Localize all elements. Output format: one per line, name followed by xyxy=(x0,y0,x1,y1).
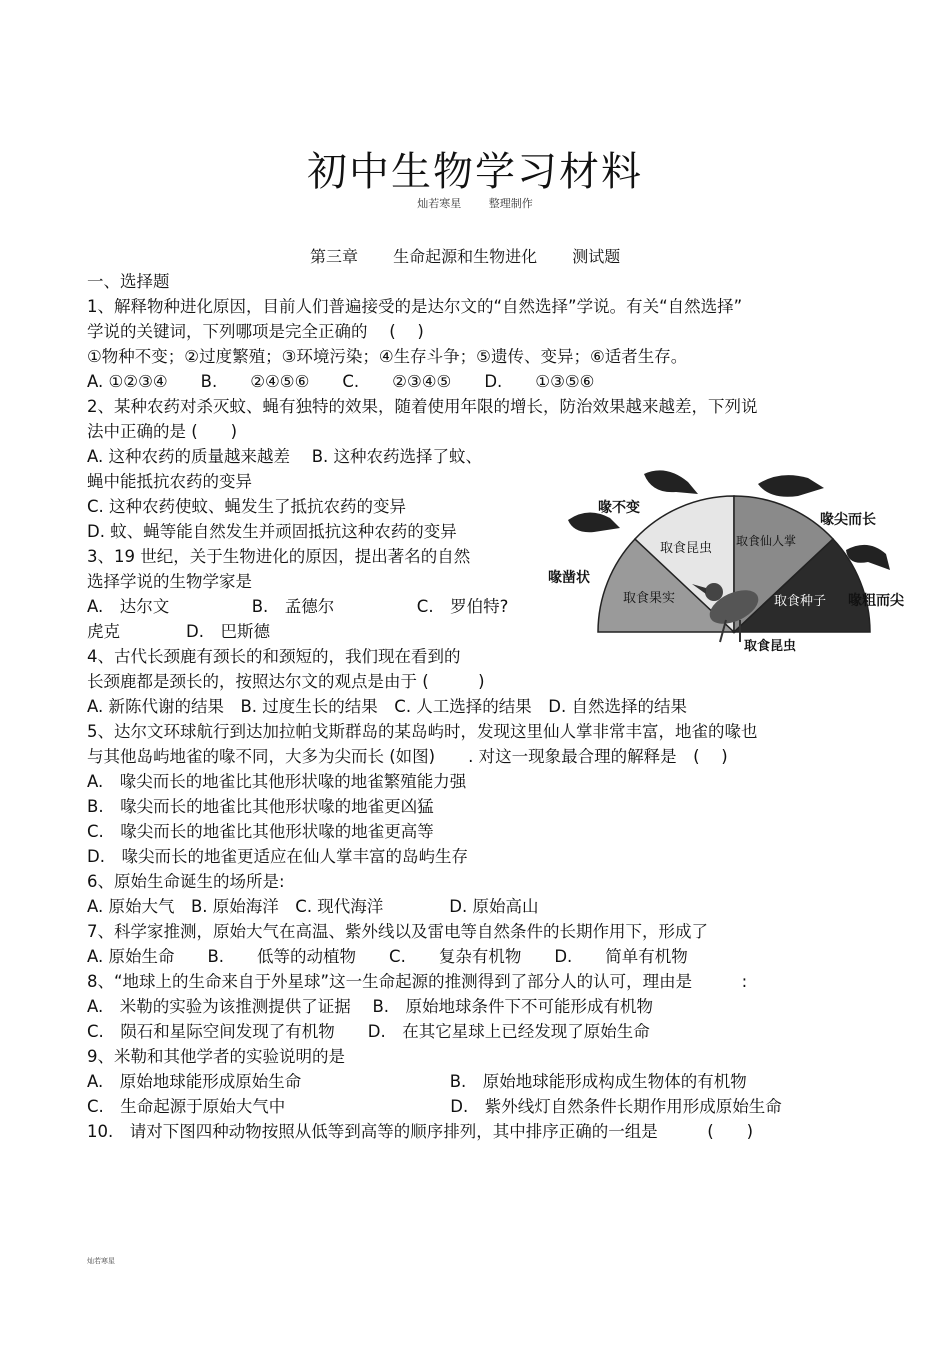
author-line xyxy=(0,195,950,211)
question-5-option-c: C. 喙尖而长的地雀比其他形状喙的地雀更高等 xyxy=(87,822,434,841)
question-1-items: ①物种不变；②过度繁殖；③环境污染；④生存斗争；⑤遗传、变异；⑥适者生存。 xyxy=(87,347,688,366)
question-8: 8、“地球上的生命来自于外星球”这一生命起源的推测得到了部分人的认可，理由是 : xyxy=(87,972,748,991)
question-5-option-b: B. 喙尖而长的地雀比其他形状喙的地雀更凶猛 xyxy=(87,797,434,816)
question-4: 4、古代长颈鹿有颈长的和颈短的，我们现在看到的 xyxy=(87,647,461,666)
author-name: 灿若寒星 xyxy=(417,197,462,210)
section-heading: 一、选择题 xyxy=(87,272,170,291)
document-title: 初中生物学习材料 xyxy=(307,149,643,195)
question-6: 6、原始生命诞生的场所是: xyxy=(87,872,285,891)
beak-label-insects: 取食昆虫 xyxy=(744,639,797,654)
question-3-cont: 选择学说的生物学家是 xyxy=(87,572,252,591)
question-8-options-cd: C. 陨石和星际空间发现了有机物 D. 在其它星球上已经发现了原始生命 xyxy=(87,1022,650,1041)
question-9-options-cd: C. 生命起源于原始大气中 D. 紫外线灯自然条件长期作用形成原始生命 xyxy=(87,1097,782,1116)
question-1-options: A. ①②③④ B. ②④⑤⑥ C. ②③④⑤ D. ①③⑤⑥ xyxy=(87,372,595,391)
question-2-option-c: C. 这种农药使蚊、蝇发生了抵抗农药的变异 xyxy=(87,497,407,516)
chapter-number: 第三章 xyxy=(310,247,359,266)
question-7: 7、科学家推测，原始大气在高温、紫外线以及雷电等自然条件的长期作用下，形成了 xyxy=(87,922,708,941)
beak-label-thick-pointed: 喙粗而尖 xyxy=(848,593,904,609)
question-5: 5、达尔文环球航行到达加拉帕戈斯群岛的某岛屿时，发现这里仙人掌非常丰富，地雀的喙也 xyxy=(87,722,758,741)
beak-label-pointed-long: 喙尖而长 xyxy=(820,512,876,528)
chapter-title: 生命起源和生物进化 xyxy=(393,247,538,266)
author-note: 整理制作 xyxy=(488,197,533,210)
beak-label-chisel: 喙凿状 xyxy=(548,570,590,586)
question-10: 10. 请对下图四种动物按照从低等到高等的顺序排列，其中排序正确的一组是 ( ) xyxy=(87,1122,754,1141)
question-5-cont: 与其他岛屿地雀的喙不同，大多为尖而长 (如图) . 对这一现象最合理的解释是 ( ) xyxy=(87,747,728,766)
question-2-option-b-cont: 蝇中能抵抗农药的变异 xyxy=(87,472,252,491)
chapter-heading xyxy=(310,244,650,267)
question-3: 3、19 世纪，关于生物进化的原因，提出著名的自然 xyxy=(87,547,471,566)
question-9-options-ab: A. 原始地球能形成原始生命 B. 原始地球能形成构成生物体的有机物 xyxy=(87,1072,747,1091)
question-2-option-d: D. 蚊、蝇等能自然发生并顽固抵抗这种农药的变异 xyxy=(87,522,457,541)
question-5-option-a: A. 喙尖而长的地雀比其他形状喙的地雀繁殖能力强 xyxy=(87,772,467,791)
question-2-option-ab: A. 这种农药的质量越来越差 B. 这种农药选择了蚊、 xyxy=(87,447,483,466)
segment-label-fruit: 取食果实 xyxy=(623,591,676,606)
question-5-option-d: D. 喙尖而长的地雀更适应在仙人掌丰富的岛屿生存 xyxy=(87,847,468,866)
beak-label-unchanged: 喙不变 xyxy=(598,500,640,516)
finch-beak-figure xyxy=(548,462,940,667)
footer-author: 灿若寒星 xyxy=(87,1257,115,1265)
question-4-options: A. 新陈代谢的结果 B. 过度生长的结果 C. 人工选择的结果 D. 自然选择的结果 xyxy=(87,697,688,716)
question-1-cont: 学说的关键词，下列哪项是完全正确的 ( ) xyxy=(87,322,424,341)
question-4-cont: 长颈鹿都是颈长的，按照达尔文的观点是由于 ( ) xyxy=(87,672,485,691)
segment-label-seeds: 取食种子 xyxy=(774,594,827,609)
question-1: 1、解释物种进化原因，目前人们普遍接受的是达尔文的“自然选择”学说。有关“自然选择” xyxy=(87,297,743,316)
segment-label-cactus: 取食仙人掌 xyxy=(736,534,797,548)
question-2: 2、某种农药对杀灭蚊、蝇有独特的效果，随着使用年限的增长，防治效果越来越差，下列说 xyxy=(87,397,758,416)
chapter-test: 测试题 xyxy=(572,247,621,266)
question-8-options-ab: A. 米勒的实验为该推测提供了证据 B. 原始地球条件下不可能形成有机物 xyxy=(87,997,654,1016)
question-2-cont: 法中正确的是 ( ) xyxy=(87,422,238,441)
question-3-options: A. 达尔文 B. 孟德尔 C. 罗伯特? xyxy=(87,597,509,616)
question-9: 9、米勒和其他学者的实验说明的是 xyxy=(87,1047,345,1066)
question-6-options: A. 原始大气 B. 原始海洋 C. 现代海洋 D. 原始高山 xyxy=(87,897,539,916)
question-7-options: A. 原始生命 B. 低等的动植物 C. 复杂有机物 D. 简单有机物 xyxy=(87,947,688,966)
segment-label-insects: 取食昆虫 xyxy=(660,541,713,556)
question-3-options-cont: 虎克 D. 巴斯德 xyxy=(87,622,270,641)
